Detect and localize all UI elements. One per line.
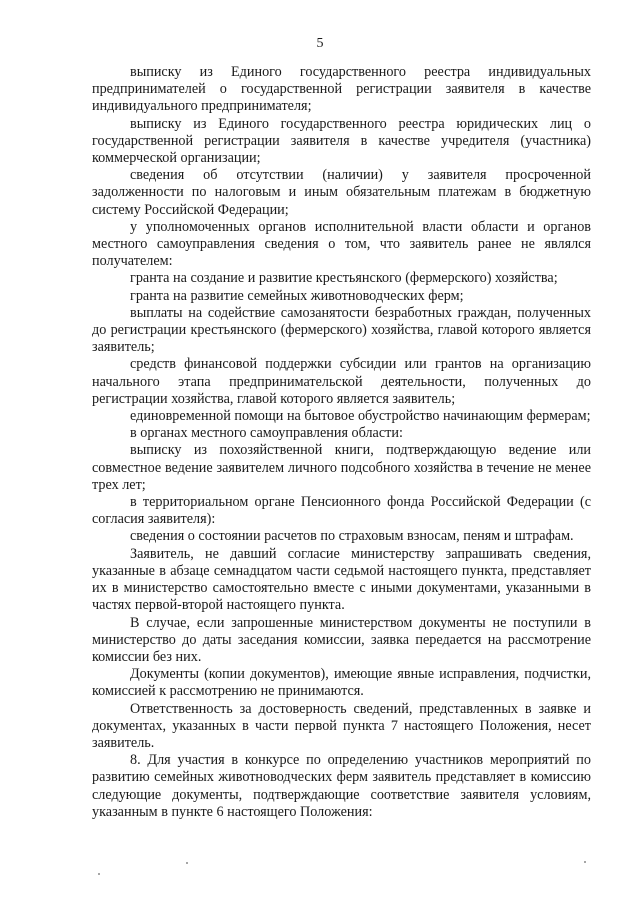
scan-artifact-dot	[98, 873, 100, 875]
paragraph: гранта на развитие семейных животноводческих ферм;	[130, 287, 464, 304]
paragraph: сведения о состоянии расчетов по страховым взносам, пеням и штрафам.	[130, 528, 574, 545]
paragraph: в территориальном органе Пенсионного фонда Российской Федерации (с согласия заявителя):	[92, 494, 591, 528]
paragraph: Заявитель, не давший согласие министерству запрашивать сведения, указанные в абзаце семнадцатом части седьмой настоящего пункта, представляет их в министерство самостоятельно вместе с иными документами, указанными в частях первой-второй настоящего пункта.	[92, 545, 591, 614]
paragraph: Документы (копии документов), имеющие явные исправления, подчистки, комиссией к рассмотрению не принимаются.	[92, 666, 591, 700]
paragraph: Ответственность за достоверность сведений, представленных в заявке и документах, указанных в части первой пункта 7 настоящего Положения, несет заявитель.	[92, 700, 591, 751]
paragraph: сведения об отсутствии (наличии) у заявителя просроченной задолженности по налоговым и иным обязательным платежам в бюджетную систему Российской Федерации;	[92, 167, 591, 218]
page-number: 5	[316, 36, 324, 51]
paragraph: выписку из Единого государственного реестра индивидуальных предпринимателей о государственной регистрации заявителя в качестве индивидуального предпринимателя;	[92, 64, 591, 115]
paragraph: единовременной помощи на бытовое обустройство начинающим фермерам;	[130, 408, 591, 425]
paragraph: выплаты на содействие самозанятости безработных граждан, полученных до регистрации крестьянского (фермерского) хозяйства, главой которого является заявитель;	[92, 304, 591, 356]
scan-artifact-dot	[584, 861, 586, 863]
scan-artifact-dot	[186, 862, 188, 864]
document-body	[92, 64, 591, 821]
paragraph: В случае, если запрошенные министерством документы не поступили в министерство до даты заседания комиссии, заявка передается на рассмотрение комиссии без них.	[92, 614, 591, 665]
paragraph: у уполномоченных органов исполнительной власти области и органов местного самоуправления сведения о том, что заявитель ранее не являлся получателем:	[92, 218, 591, 270]
paragraph: выписку из Единого государственного реестра юридических лиц о государственной регистрации заявителя в качестве учредителя (участника) коммерческой организации;	[92, 115, 591, 167]
paragraph: средств финансовой поддержки субсидии или грантов на организацию начального этапа предпринимательской деятельности, полученных до регистрации хозяйства, главой которого является заявитель;	[92, 356, 591, 407]
paragraph: гранта на создание и развитие крестьянского (фермерского) хозяйства;	[130, 270, 558, 287]
paragraph: выписку из похозяйственной книги, подтверждающую ведение или совместное ведение заявителем личного подсобного хозяйства в течение не менее трех лет;	[92, 442, 591, 493]
paragraph: 8. Для участия в конкурсе по определению участников мероприятий по развитию семейных животноводческих ферм заявитель представляет в комиссию следующие документы, подтверждающие соответствие заявителя условиям, указанным в пункте 6 настоящего Положения:	[92, 752, 591, 820]
paragraph: в органах местного самоуправления области:	[130, 425, 403, 442]
